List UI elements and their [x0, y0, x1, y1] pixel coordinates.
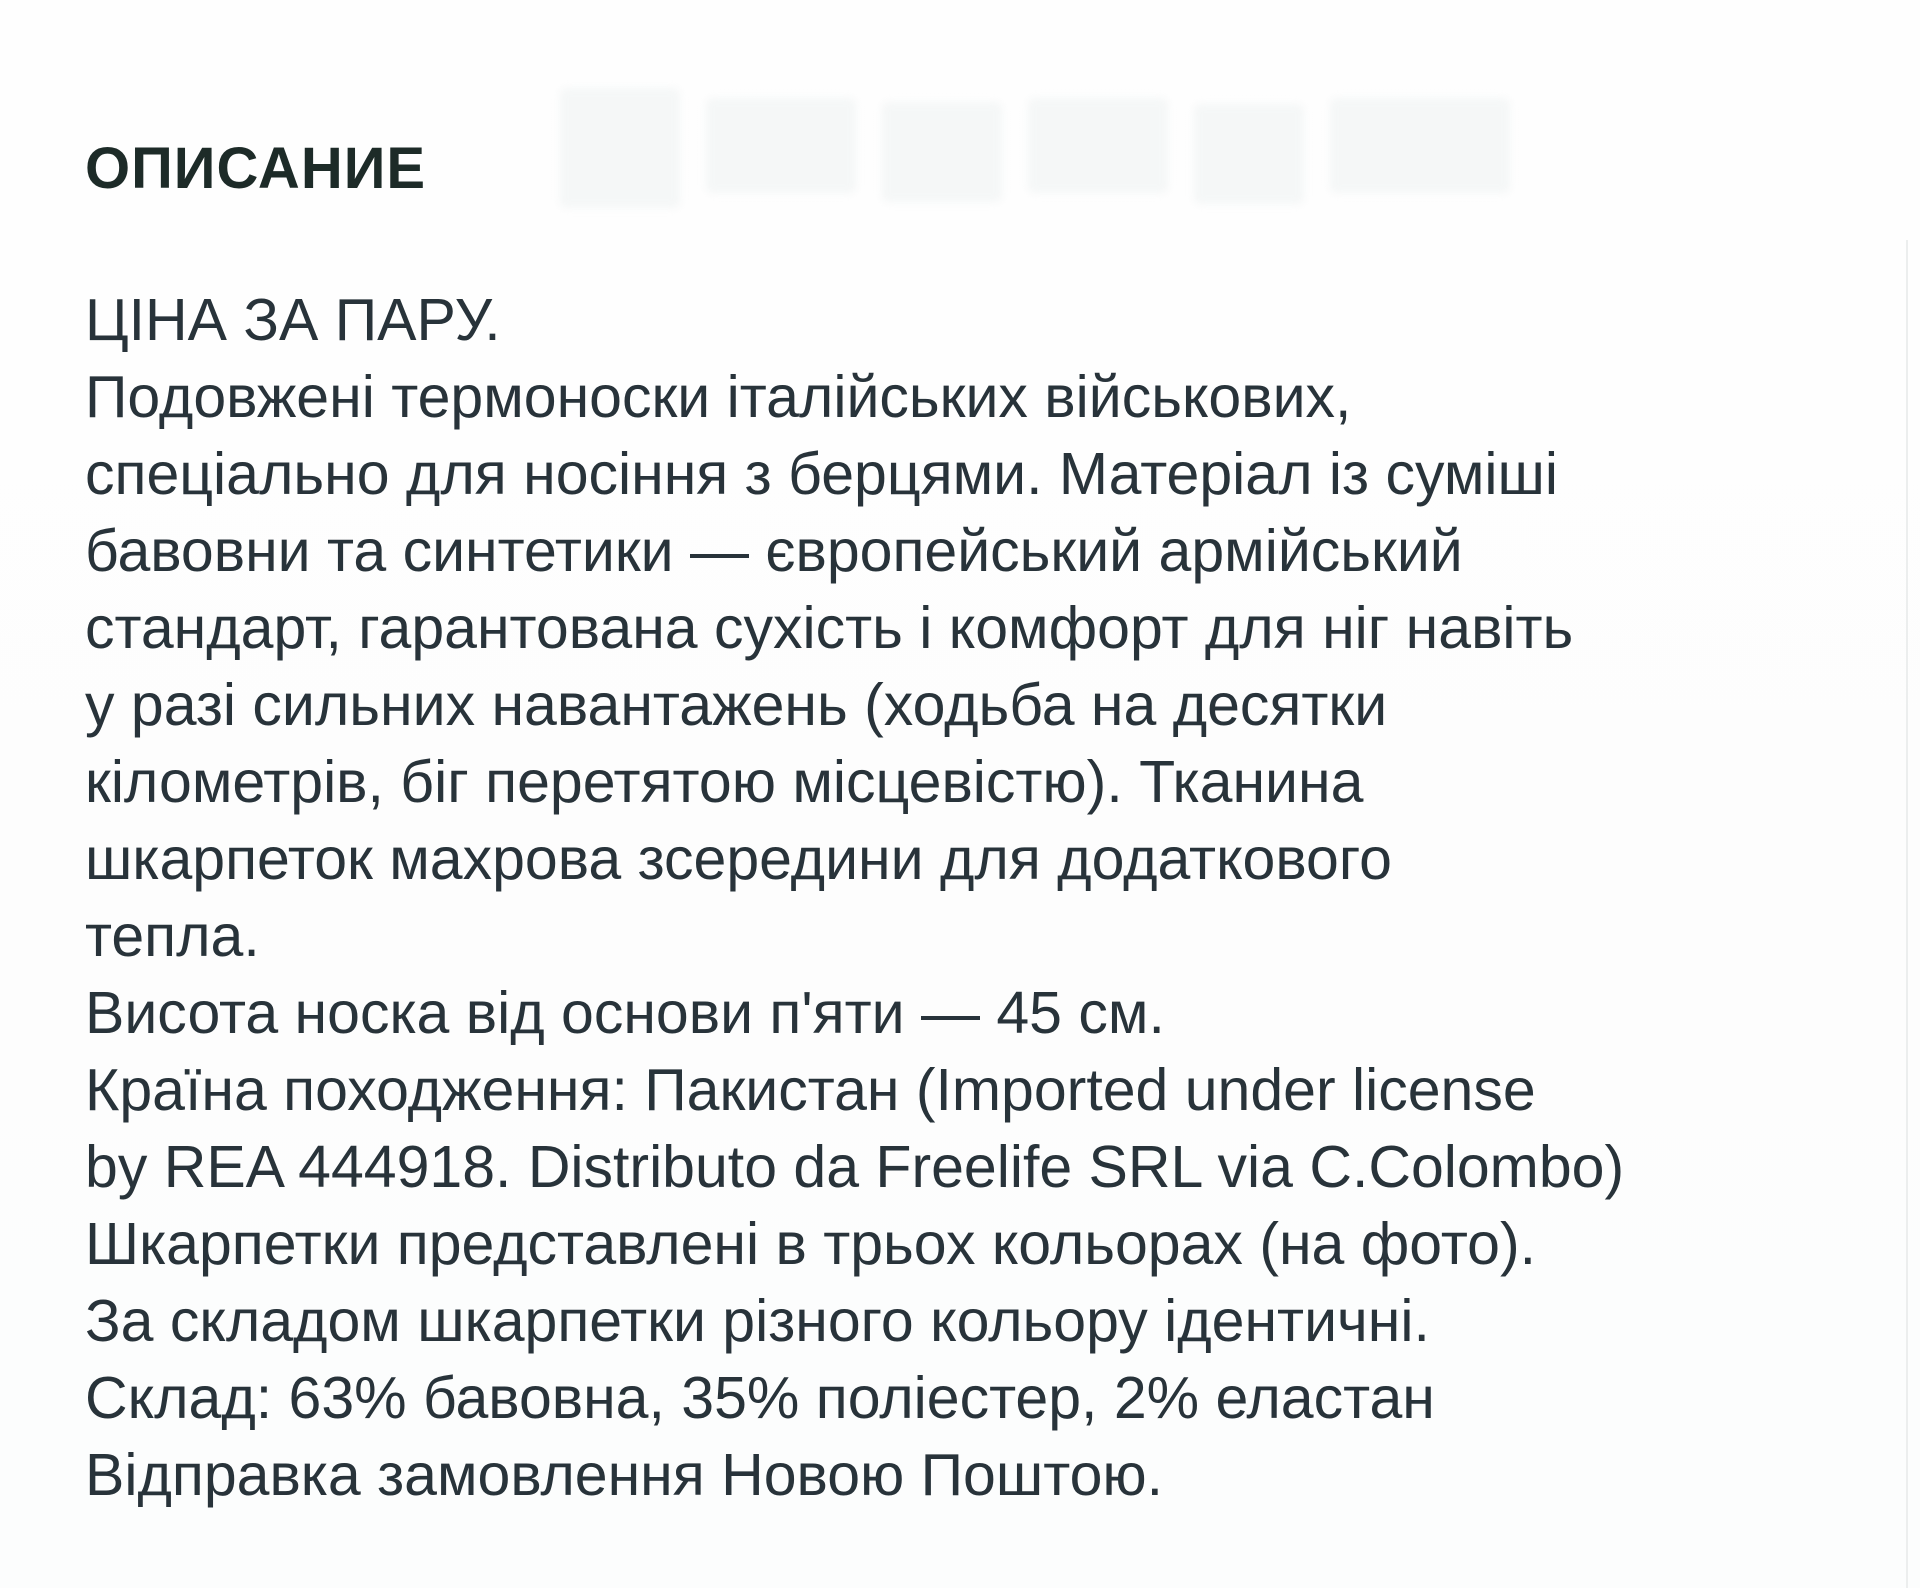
description-line: ЦІНА ЗА ПАРУ. — [85, 287, 501, 353]
right-edge-artifact — [1906, 240, 1908, 1588]
section-title: ОПИСАНИЕ — [85, 135, 427, 201]
description-line: Країна походження: Пакистан (Imported under license — [85, 1057, 1536, 1123]
description-line: шкарпеток махрова зсередини для додаткового — [85, 826, 1392, 892]
description-line: Висота носка від основи п'яти — 45 см. — [85, 980, 1165, 1046]
product-description — [85, 282, 1875, 1514]
description-line: стандарт, гарантована сухість і комфорт для ніг навіть — [85, 595, 1574, 661]
description-line: Подовжені термоноски італійських військових, — [85, 364, 1352, 430]
description-line: кілометрів, біг перетятою місцевістю). Тканина — [85, 749, 1364, 815]
description-line: у разі сильних навантажень (ходьба на десятки — [85, 672, 1388, 738]
description-line: бавовни та синтетики — європейський армійський — [85, 518, 1463, 584]
description-line: Склад: 63% бавовна, 35% поліестер, 2% еластан — [85, 1365, 1435, 1431]
description-line: Шкарпетки представлені в трьох кольорах (на фото). — [85, 1211, 1537, 1277]
description-line: За складом шкарпетки різного кольору ідентичні. — [85, 1288, 1430, 1354]
description-line: спеціально для носіння з берцями. Матеріал із суміші — [85, 441, 1558, 507]
description-line: by REA 444918. Distributo da Freelife SRL via C.Colombo) — [85, 1134, 1625, 1200]
watermark — [560, 88, 1560, 218]
description-line: Відправка замовлення Новою Поштою. — [85, 1442, 1164, 1508]
description-line: тепла. — [85, 903, 260, 969]
